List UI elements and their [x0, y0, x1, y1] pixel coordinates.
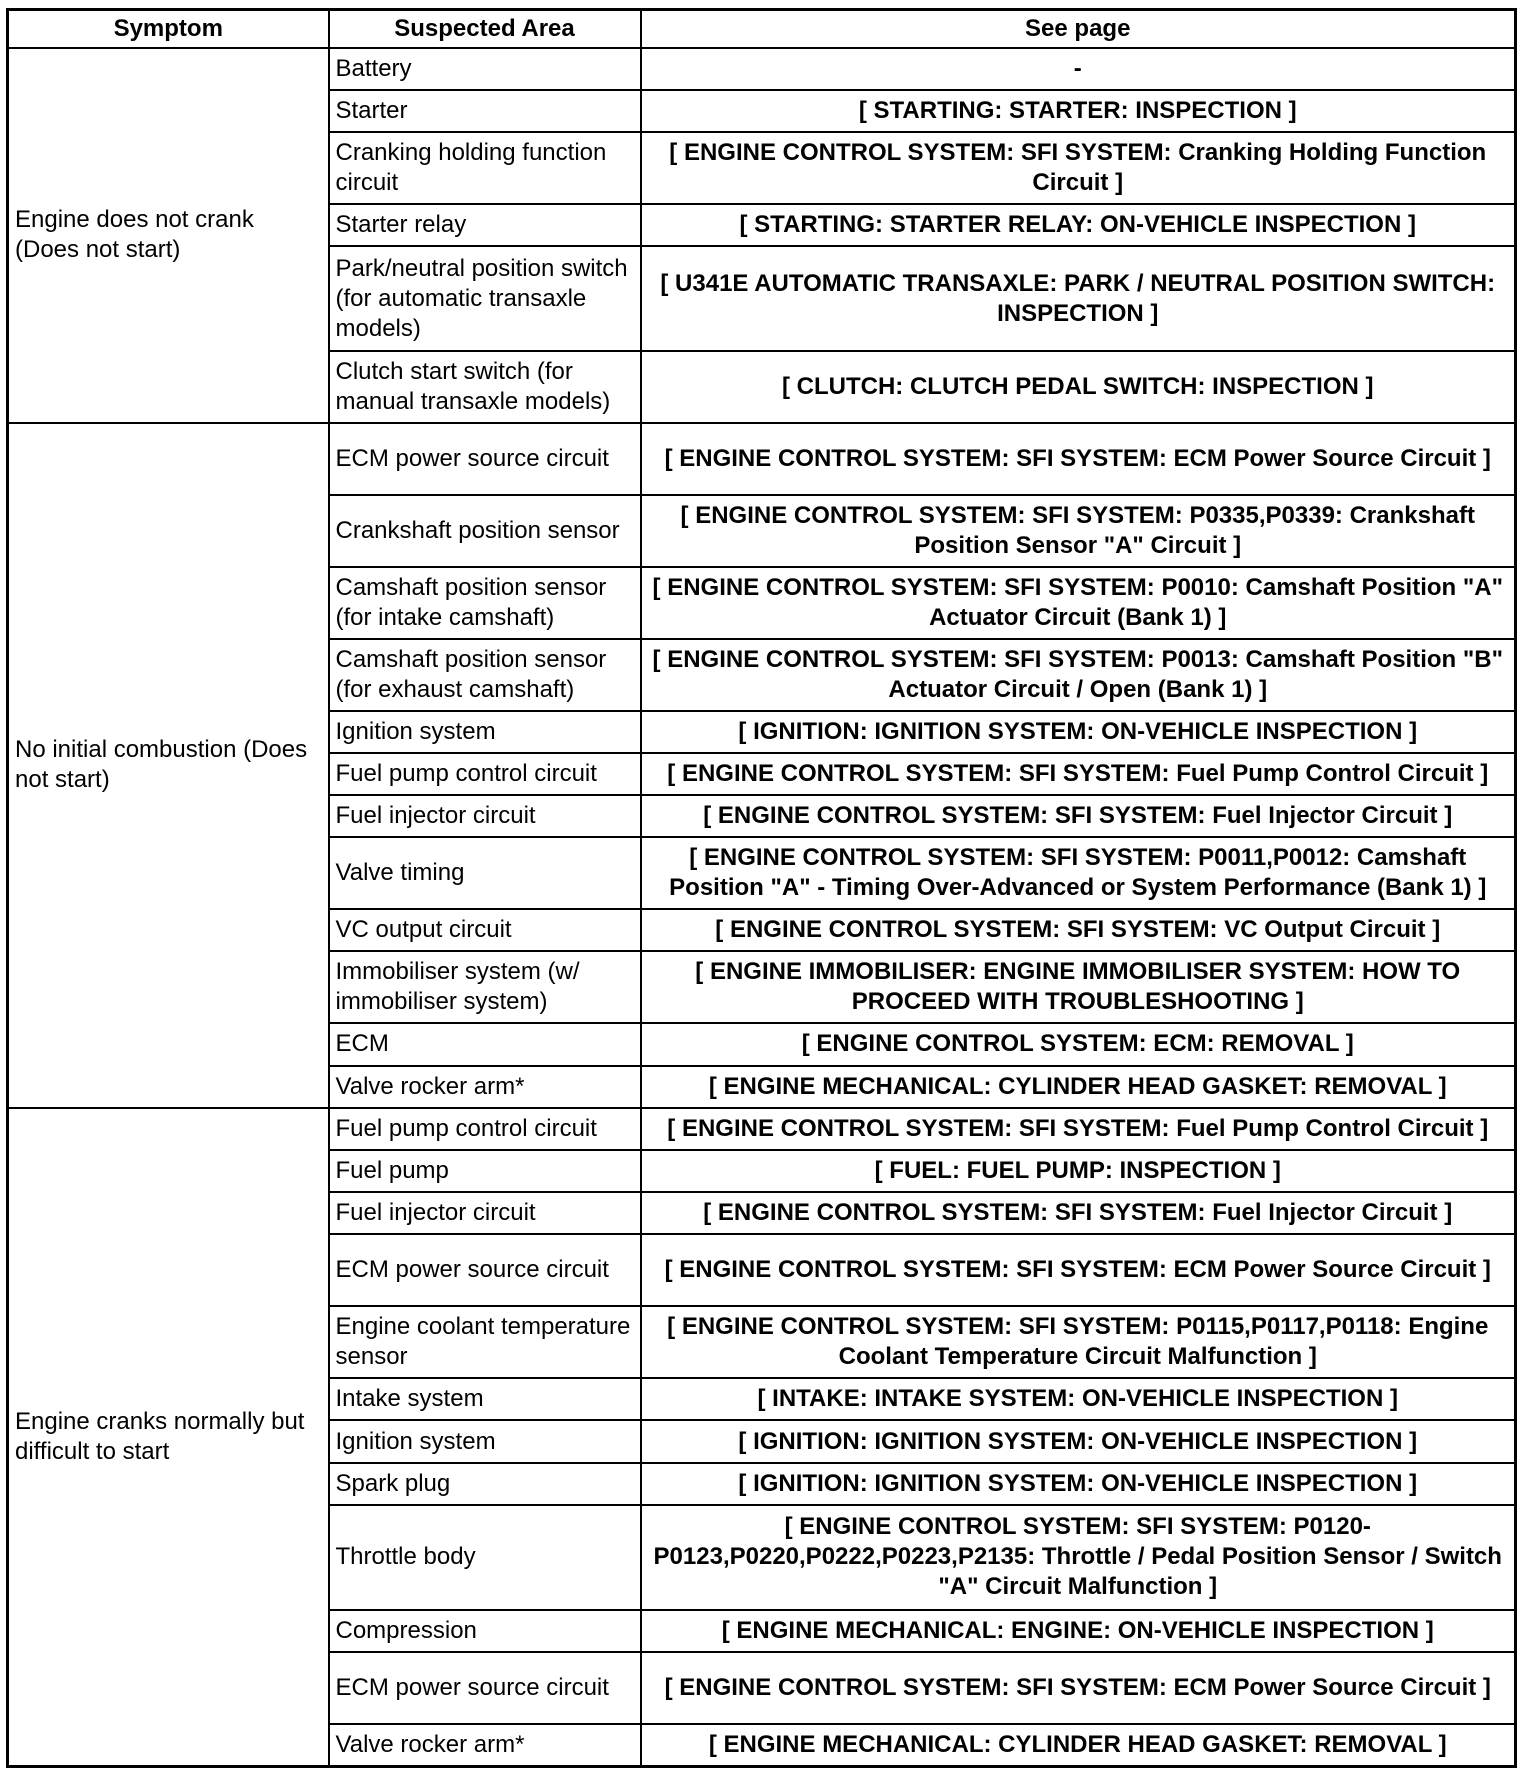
suspected-area-cell: Fuel pump control circuit: [329, 753, 641, 795]
see-page-cell: [ ENGINE CONTROL SYSTEM: SFI SYSTEM: P0115,P0117,P0118: Engine Coolant Temperature Circuit Malfunction ]: [641, 1306, 1516, 1378]
see-page-cell: [ ENGINE CONTROL SYSTEM: SFI SYSTEM: Fuel Injector Circuit ]: [641, 1192, 1516, 1234]
header-suspected-area: Suspected Area: [329, 10, 641, 48]
suspected-area-cell: Starter: [329, 90, 641, 132]
see-page-cell: [ ENGINE CONTROL SYSTEM: SFI SYSTEM: Cranking Holding Function Circuit ]: [641, 132, 1516, 204]
see-page-cell: [ IGNITION: IGNITION SYSTEM: ON-VEHICLE INSPECTION ]: [641, 1463, 1516, 1505]
header-symptom: Symptom: [8, 10, 329, 48]
see-page-cell: [ ENGINE MECHANICAL: ENGINE: ON-VEHICLE INSPECTION ]: [641, 1610, 1516, 1652]
suspected-area-cell: Camshaft position sensor (for intake camshaft): [329, 567, 641, 639]
suspected-area-cell: Battery: [329, 48, 641, 90]
suspected-area-cell: Starter relay: [329, 204, 641, 246]
see-page-cell: [ ENGINE MECHANICAL: CYLINDER HEAD GASKET: REMOVAL ]: [641, 1724, 1516, 1767]
symptom-cell: No initial combustion (Does not start): [8, 423, 329, 1108]
suspected-area-cell: Intake system: [329, 1378, 641, 1420]
see-page-cell: [ ENGINE CONTROL SYSTEM: SFI SYSTEM: P0120-P0123,P0220,P0222,P0223,P2135: Throttle / Pedal Position Sensor / Switch "A" Circuit Malfunction ]: [641, 1505, 1516, 1610]
see-page-cell: [ INTAKE: INTAKE SYSTEM: ON-VEHICLE INSPECTION ]: [641, 1378, 1516, 1420]
see-page-cell: [ STARTING: STARTER RELAY: ON-VEHICLE INSPECTION ]: [641, 204, 1516, 246]
table-row: [8, 48, 1516, 90]
suspected-area-cell: Compression: [329, 1610, 641, 1652]
see-page-cell: [ IGNITION: IGNITION SYSTEM: ON-VEHICLE INSPECTION ]: [641, 1420, 1516, 1462]
symptom-cell: Engine does not crank (Does not start): [8, 48, 329, 423]
see-page-cell: [ U341E AUTOMATIC TRANSAXLE: PARK / NEUTRAL POSITION SWITCH: INSPECTION ]: [641, 246, 1516, 351]
see-page-cell: [ ENGINE CONTROL SYSTEM: SFI SYSTEM: P0335,P0339: Crankshaft Position Sensor "A" Circuit ]: [641, 495, 1516, 567]
table-row: [8, 1108, 1516, 1150]
table-row: [8, 423, 1516, 495]
see-page-cell: [ ENGINE CONTROL SYSTEM: SFI SYSTEM: Fuel Injector Circuit ]: [641, 795, 1516, 837]
see-page-cell: [ ENGINE MECHANICAL: CYLINDER HEAD GASKET: REMOVAL ]: [641, 1066, 1516, 1108]
see-page-cell: [ ENGINE IMMOBILISER: ENGINE IMMOBILISER SYSTEM: HOW TO PROCEED WITH TROUBLESHOOTING ]: [641, 951, 1516, 1023]
see-page-cell: -: [641, 48, 1516, 90]
suspected-area-cell: ECM power source circuit: [329, 1652, 641, 1724]
suspected-area-cell: Valve timing: [329, 837, 641, 909]
suspected-area-cell: Engine coolant temperature sensor: [329, 1306, 641, 1378]
suspected-area-cell: Ignition system: [329, 1420, 641, 1462]
suspected-area-cell: Throttle body: [329, 1505, 641, 1610]
see-page-cell: [ ENGINE CONTROL SYSTEM: SFI SYSTEM: P0011,P0012: Camshaft Position "A" - Timing Over-Advanced or System Performance (Bank 1) ]: [641, 837, 1516, 909]
see-page-cell: [ ENGINE CONTROL SYSTEM: SFI SYSTEM: P0010: Camshaft Position "A" Actuator Circuit (Bank 1) ]: [641, 567, 1516, 639]
see-page-cell: [ ENGINE CONTROL SYSTEM: SFI SYSTEM: Fuel Pump Control Circuit ]: [641, 1108, 1516, 1150]
see-page-cell: [ ENGINE CONTROL SYSTEM: SFI SYSTEM: P0013: Camshaft Position "B" Actuator Circuit / Open (Bank 1) ]: [641, 639, 1516, 711]
see-page-cell: [ ENGINE CONTROL SYSTEM: SFI SYSTEM: VC Output Circuit ]: [641, 909, 1516, 951]
suspected-area-cell: ECM power source circuit: [329, 1234, 641, 1306]
see-page-cell: [ CLUTCH: CLUTCH PEDAL SWITCH: INSPECTION ]: [641, 351, 1516, 423]
suspected-area-cell: Fuel injector circuit: [329, 795, 641, 837]
troubleshooting-table: [6, 8, 1517, 1768]
suspected-area-cell: Park/neutral position switch (for automatic transaxle models): [329, 246, 641, 351]
see-page-cell: [ ENGINE CONTROL SYSTEM: SFI SYSTEM: ECM Power Source Circuit ]: [641, 423, 1516, 495]
suspected-area-cell: Immobiliser system (w/ immobiliser system): [329, 951, 641, 1023]
suspected-area-cell: VC output circuit: [329, 909, 641, 951]
suspected-area-cell: Fuel pump: [329, 1150, 641, 1192]
see-page-cell: [ ENGINE CONTROL SYSTEM: SFI SYSTEM: ECM Power Source Circuit ]: [641, 1652, 1516, 1724]
see-page-cell: [ ENGINE CONTROL SYSTEM: SFI SYSTEM: Fuel Pump Control Circuit ]: [641, 753, 1516, 795]
suspected-area-cell: Cranking holding function circuit: [329, 132, 641, 204]
suspected-area-cell: Fuel injector circuit: [329, 1192, 641, 1234]
header-row: [8, 10, 1516, 48]
suspected-area-cell: Valve rocker arm*: [329, 1066, 641, 1108]
see-page-cell: [ ENGINE CONTROL SYSTEM: SFI SYSTEM: ECM Power Source Circuit ]: [641, 1234, 1516, 1306]
symptom-cell: Engine cranks normally but difficult to start: [8, 1108, 329, 1767]
see-page-cell: [ ENGINE CONTROL SYSTEM: ECM: REMOVAL ]: [641, 1023, 1516, 1065]
suspected-area-cell: Clutch start switch (for manual transaxle models): [329, 351, 641, 423]
suspected-area-cell: Fuel pump control circuit: [329, 1108, 641, 1150]
suspected-area-cell: Valve rocker arm*: [329, 1724, 641, 1767]
suspected-area-cell: ECM power source circuit: [329, 423, 641, 495]
see-page-cell: [ FUEL: FUEL PUMP: INSPECTION ]: [641, 1150, 1516, 1192]
suspected-area-cell: ECM: [329, 1023, 641, 1065]
suspected-area-cell: Spark plug: [329, 1463, 641, 1505]
suspected-area-cell: Ignition system: [329, 711, 641, 753]
header-see-page: See page: [641, 10, 1516, 48]
see-page-cell: [ IGNITION: IGNITION SYSTEM: ON-VEHICLE INSPECTION ]: [641, 711, 1516, 753]
see-page-cell: [ STARTING: STARTER: INSPECTION ]: [641, 90, 1516, 132]
suspected-area-cell: Camshaft position sensor (for exhaust camshaft): [329, 639, 641, 711]
table-body: [8, 48, 1516, 1767]
suspected-area-cell: Crankshaft position sensor: [329, 495, 641, 567]
